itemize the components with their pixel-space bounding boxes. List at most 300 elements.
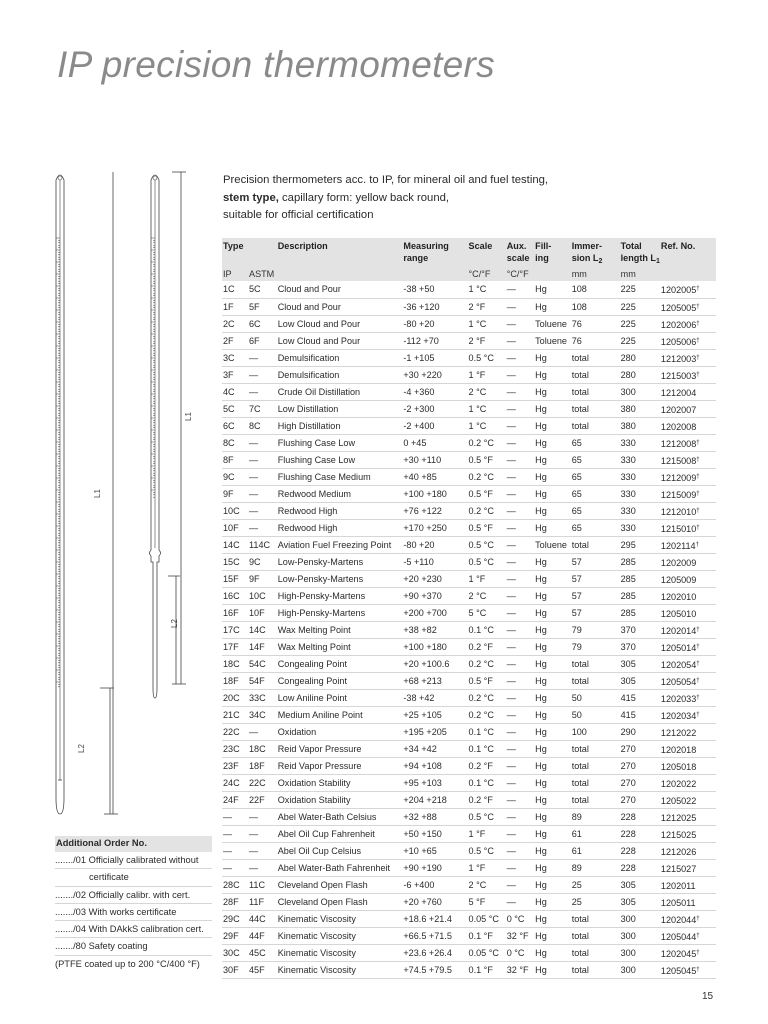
cell-measuring-range: +18.6 +21.4: [402, 910, 467, 927]
cell-ip: 17F: [222, 638, 248, 655]
cell-aux-scale: —: [506, 553, 534, 570]
cell-ref-no: 1202009: [660, 553, 716, 570]
cell-filling: Hg: [534, 893, 571, 910]
cell-total-length: 270: [620, 791, 660, 808]
footnote-mark: †: [696, 915, 700, 922]
cell-filling: Toluene: [534, 332, 571, 349]
cell-measuring-range: +76 +122: [402, 502, 467, 519]
cell-measuring-range: +23.6 +26.4: [402, 944, 467, 961]
cell-aux-scale: 0 °C: [506, 944, 534, 961]
cell-ref-no: 1202005†: [660, 281, 716, 298]
cell-total-length: 305: [620, 876, 660, 893]
table-row: [222, 757, 716, 774]
cell-ip: 10F: [222, 519, 248, 536]
order-items: [55, 852, 212, 973]
footnote-mark: †: [696, 286, 700, 292]
cell-scale: 1 °C: [468, 400, 506, 417]
table-row: [222, 808, 716, 825]
footnote-mark: †: [696, 439, 700, 446]
cell-ip: 18C: [222, 655, 248, 672]
table-row: [222, 553, 716, 570]
cell-astm: 18C: [248, 740, 277, 757]
cell-astm: —: [248, 808, 277, 825]
cell-ref-no: 1205044†: [660, 927, 716, 944]
cell-total-length: 380: [620, 400, 660, 417]
cell-scale: 0.1 °C: [468, 774, 506, 791]
cell-description: High-Pensky-Martens: [277, 587, 403, 604]
cell-ref-no: 1205054†: [660, 672, 716, 689]
table-subheader-row: [222, 268, 716, 281]
cell-scale: 0.1 °C: [468, 621, 506, 638]
cell-total-length: 225: [620, 315, 660, 332]
cell-scale: 2 °F: [468, 298, 506, 315]
cell-measuring-range: +32 +88: [402, 808, 467, 825]
cell-measuring-range: +50 +150: [402, 825, 467, 842]
cell-measuring-range: -80 +20: [402, 536, 467, 553]
cell-immersion: 65: [571, 502, 620, 519]
footnote-mark: †: [696, 490, 700, 497]
cell-immersion: total: [571, 791, 620, 808]
cell-filling: Hg: [534, 672, 571, 689]
table-row: [222, 893, 716, 910]
cell-immersion: total: [571, 774, 620, 791]
table-row: [222, 706, 716, 723]
cell-ip: 9F: [222, 485, 248, 502]
cell-description: Oxidation Stability: [277, 791, 403, 808]
cell-total-length: 305: [620, 672, 660, 689]
cell-ref-no: 1205018: [660, 757, 716, 774]
cell-immersion: total: [571, 757, 620, 774]
cell-aux-scale: —: [506, 842, 534, 859]
cell-ip: 29F: [222, 927, 248, 944]
cell-immersion: total: [571, 910, 620, 927]
cell-scale: 1 °F: [468, 366, 506, 383]
cell-astm: 54F: [248, 672, 277, 689]
cell-measuring-range: -1 +105: [402, 349, 467, 366]
cell-total-length: 280: [620, 366, 660, 383]
table-row: [222, 842, 716, 859]
cell-measuring-range: +100 +180: [402, 485, 467, 502]
cell-astm: —: [248, 434, 277, 451]
thermometer-drawing: [40, 168, 210, 830]
cell-aux-scale: —: [506, 808, 534, 825]
cell-aux-scale: —: [506, 672, 534, 689]
cell-scale: 0.5 °C: [468, 536, 506, 553]
cell-filling: Hg: [534, 689, 571, 706]
cell-filling: Hg: [534, 349, 571, 366]
cell-total-length: 330: [620, 519, 660, 536]
footnote-mark: †: [696, 626, 700, 633]
cell-immersion: total: [571, 944, 620, 961]
intro-stem-type: stem type,: [223, 191, 279, 204]
cell-description: Low Cloud and Pour: [277, 315, 403, 332]
label-l1-b: L1: [184, 412, 193, 421]
cell-aux-scale: —: [506, 774, 534, 791]
cell-astm: 5F: [248, 298, 277, 315]
cell-description: Cloud and Pour: [277, 281, 403, 298]
thermometer-b-scale: [151, 238, 155, 497]
order-heading: Additional Order No.: [55, 836, 212, 852]
cell-ref-no: 1202045†: [660, 944, 716, 961]
cell-immersion: 57: [571, 604, 620, 621]
cell-immersion: 89: [571, 808, 620, 825]
footnote-mark: †: [696, 660, 700, 667]
table-row: [222, 383, 716, 400]
footnote-mark: †: [696, 371, 700, 378]
cell-description: Redwood High: [277, 502, 403, 519]
cell-measuring-range: -6 +400: [402, 876, 467, 893]
cell-aux-scale: —: [506, 519, 534, 536]
cell-aux-scale: —: [506, 332, 534, 349]
cell-description: Abel Water-Bath Fahrenheit: [277, 859, 403, 876]
cell-immersion: 79: [571, 621, 620, 638]
cell-scale: 0.2 °C: [468, 689, 506, 706]
cell-scale: 1 °C: [468, 315, 506, 332]
cell-filling: Hg: [534, 757, 571, 774]
cell-aux-scale: —: [506, 570, 534, 587]
footnote-mark: †: [696, 320, 700, 327]
cell-measuring-range: +38 +82: [402, 621, 467, 638]
label-l1-a: L1: [93, 489, 102, 498]
cell-astm: 10F: [248, 604, 277, 621]
cell-astm: —: [248, 468, 277, 485]
cell-measuring-range: +34 +42: [402, 740, 467, 757]
cell-immersion: 108: [571, 298, 620, 315]
cell-description: Low Cloud and Pour: [277, 332, 403, 349]
cell-filling: Hg: [534, 417, 571, 434]
cell-measuring-range: +90 +370: [402, 587, 467, 604]
cell-total-length: 225: [620, 298, 660, 315]
cell-immersion: total: [571, 366, 620, 383]
cell-total-length: 285: [620, 570, 660, 587]
cell-ref-no: 1212025: [660, 808, 716, 825]
cell-description: Low-Pensky-Martens: [277, 570, 403, 587]
cell-ref-no: 1212010†: [660, 502, 716, 519]
cell-measuring-range: -38 +42: [402, 689, 467, 706]
col-ip: IP: [222, 268, 248, 281]
cell-immersion: total: [571, 383, 620, 400]
intro-line-2: [223, 190, 548, 208]
table-row: [222, 451, 716, 468]
table-row: [222, 366, 716, 383]
cell-ip: 1F: [222, 298, 248, 315]
cell-immersion: total: [571, 927, 620, 944]
footnote-mark: †: [696, 643, 700, 650]
col-aux-unit: °C/°F: [506, 268, 534, 281]
intro-line-3: suitable for official certification: [223, 209, 374, 221]
cell-aux-scale: —: [506, 451, 534, 468]
cell-total-length: 228: [620, 825, 660, 842]
cell-total-length: 305: [620, 655, 660, 672]
cell-astm: 7C: [248, 400, 277, 417]
cell-filling: Hg: [534, 451, 571, 468]
table-row: [222, 927, 716, 944]
cell-ip: —: [222, 825, 248, 842]
cell-aux-scale: —: [506, 417, 534, 434]
cell-ref-no: 1202006†: [660, 315, 716, 332]
table-row: [222, 621, 716, 638]
cell-immersion: 61: [571, 842, 620, 859]
cell-astm: 6F: [248, 332, 277, 349]
cell-aux-scale: 0 °C: [506, 910, 534, 927]
cell-ref-no: 1215003†: [660, 366, 716, 383]
cell-description: Kinematic Viscosity: [277, 910, 403, 927]
cell-immersion: 25: [571, 893, 620, 910]
cell-aux-scale: 32 °F: [506, 927, 534, 944]
cell-astm: —: [248, 485, 277, 502]
cell-total-length: 228: [620, 859, 660, 876]
col-measuring-range: Measuring range: [402, 238, 467, 268]
cell-description: Abel Water-Bath Celsius: [277, 808, 403, 825]
cell-aux-scale: —: [506, 604, 534, 621]
cell-scale: 2 °C: [468, 876, 506, 893]
cell-ip: 10C: [222, 502, 248, 519]
cell-total-length: 285: [620, 553, 660, 570]
cell-astm: —: [248, 366, 277, 383]
table-row: [222, 961, 716, 978]
cell-filling: Hg: [534, 723, 571, 740]
intro-line-2-rest: capillary form: yellow back round,: [278, 191, 450, 204]
cell-measuring-range: +10 +65: [402, 842, 467, 859]
col-filling: Fill- ing: [534, 238, 571, 268]
cell-immersion: 65: [571, 451, 620, 468]
table-row: [222, 298, 716, 315]
cell-ip: —: [222, 842, 248, 859]
cell-astm: 18F: [248, 757, 277, 774]
cell-ref-no: 1215008†: [660, 451, 716, 468]
cell-immersion: 76: [571, 332, 620, 349]
cell-filling: Hg: [534, 655, 571, 672]
cell-measuring-range: +100 +180: [402, 638, 467, 655]
cell-ref-no: 1212009†: [660, 468, 716, 485]
cell-aux-scale: —: [506, 281, 534, 298]
table-row: [222, 638, 716, 655]
cell-ip: 2F: [222, 332, 248, 349]
order-item: ......./02 Officially calibr. with cert.: [55, 887, 212, 904]
table-row: [222, 791, 716, 808]
cell-filling: Hg: [534, 740, 571, 757]
cell-astm: 9F: [248, 570, 277, 587]
cell-description: Congealing Point: [277, 672, 403, 689]
cell-ip: 3F: [222, 366, 248, 383]
cell-filling: Hg: [534, 502, 571, 519]
cell-ref-no: 1205011: [660, 893, 716, 910]
col-description: Description: [277, 238, 403, 268]
cell-astm: 33C: [248, 689, 277, 706]
cell-astm: 9C: [248, 553, 277, 570]
cell-measuring-range: +20 +230: [402, 570, 467, 587]
cell-filling: Hg: [534, 876, 571, 893]
cell-scale: 2 °C: [468, 383, 506, 400]
cell-scale: 2 °C: [468, 587, 506, 604]
cell-aux-scale: —: [506, 434, 534, 451]
cell-filling: Hg: [534, 298, 571, 315]
cell-scale: 1 °F: [468, 570, 506, 587]
cell-scale: 0.5 °F: [468, 672, 506, 689]
cell-filling: Toluene: [534, 536, 571, 553]
cell-astm: 6C: [248, 315, 277, 332]
cell-astm: 10C: [248, 587, 277, 604]
cell-description: Aviation Fuel Freezing Point: [277, 536, 403, 553]
cell-astm: 8C: [248, 417, 277, 434]
col-aux-scale: Aux. scale: [506, 238, 534, 268]
cell-measuring-range: -112 +70: [402, 332, 467, 349]
label-l2-b: L2: [170, 619, 179, 628]
cell-total-length: 280: [620, 349, 660, 366]
cell-scale: 0.5 °C: [468, 808, 506, 825]
footnote-mark: †: [696, 507, 700, 514]
cell-aux-scale: —: [506, 485, 534, 502]
cell-astm: —: [248, 723, 277, 740]
cell-ip: 17C: [222, 621, 248, 638]
cell-measuring-range: -2 +400: [402, 417, 467, 434]
col-total-length: Total length $L_1$: [620, 238, 660, 268]
cell-measuring-range: +40 +85: [402, 468, 467, 485]
table-row: [222, 740, 716, 757]
cell-ref-no: 1205014†: [660, 638, 716, 655]
cell-total-length: 228: [620, 808, 660, 825]
cell-ip: 16F: [222, 604, 248, 621]
cell-astm: 54C: [248, 655, 277, 672]
cell-description: Demulsification: [277, 366, 403, 383]
cell-scale: 0.05 °C: [468, 944, 506, 961]
cell-description: Abel Oil Cup Fahrenheit: [277, 825, 403, 842]
cell-scale: 5 °C: [468, 604, 506, 621]
cell-astm: —: [248, 842, 277, 859]
cell-measuring-range: +200 +700: [402, 604, 467, 621]
cell-filling: Hg: [534, 706, 571, 723]
cell-total-length: 300: [620, 961, 660, 978]
cell-aux-scale: —: [506, 349, 534, 366]
cell-ref-no: 1202014†: [660, 621, 716, 638]
cell-astm: —: [248, 451, 277, 468]
cell-ip: 28F: [222, 893, 248, 910]
cell-filling: Hg: [534, 366, 571, 383]
cell-aux-scale: —: [506, 502, 534, 519]
cell-astm: 5C: [248, 281, 277, 298]
cell-total-length: 300: [620, 944, 660, 961]
table-row: [222, 315, 716, 332]
cell-total-length: 225: [620, 281, 660, 298]
cell-aux-scale: —: [506, 757, 534, 774]
order-item: ......./04 With DAkkS calibration cert.: [55, 921, 212, 938]
cell-immersion: total: [571, 961, 620, 978]
cell-measuring-range: 0 +45: [402, 434, 467, 451]
cell-ref-no: 1205009: [660, 570, 716, 587]
cell-ip: 18F: [222, 672, 248, 689]
cell-total-length: 225: [620, 332, 660, 349]
cell-filling: Hg: [534, 910, 571, 927]
cell-description: Demulsification: [277, 349, 403, 366]
cell-measuring-range: +74.5 +79.5: [402, 961, 467, 978]
cell-ip: 8C: [222, 434, 248, 451]
cell-total-length: 370: [620, 621, 660, 638]
cell-filling: Hg: [534, 944, 571, 961]
table-row: [222, 876, 716, 893]
cell-astm: —: [248, 383, 277, 400]
cell-filling: Hg: [534, 808, 571, 825]
cell-total-length: 290: [620, 723, 660, 740]
cell-description: High-Pensky-Martens: [277, 604, 403, 621]
cell-filling: Hg: [534, 961, 571, 978]
cell-filling: Hg: [534, 859, 571, 876]
table-row: [222, 859, 716, 876]
cell-ref-no: 1215025: [660, 825, 716, 842]
cell-immersion: 108: [571, 281, 620, 298]
table-row: [222, 332, 716, 349]
cell-total-length: 285: [620, 604, 660, 621]
footnote-mark: †: [695, 541, 699, 548]
cell-ip: 14C: [222, 536, 248, 553]
cell-filling: Hg: [534, 842, 571, 859]
cell-description: Oxidation: [277, 723, 403, 740]
cell-ip: 8F: [222, 451, 248, 468]
col-ref-no: Ref. No.: [660, 238, 716, 268]
table-row: [222, 485, 716, 502]
table-row: [222, 349, 716, 366]
cell-total-length: 330: [620, 468, 660, 485]
cell-measuring-range: +90 +190: [402, 859, 467, 876]
cell-scale: 1 °C: [468, 417, 506, 434]
cell-immersion: total: [571, 672, 620, 689]
footnote-mark: †: [696, 966, 700, 973]
cell-aux-scale: —: [506, 383, 534, 400]
cell-ip: 3C: [222, 349, 248, 366]
cell-astm: —: [248, 859, 277, 876]
cell-immersion: 89: [571, 859, 620, 876]
table-row: [222, 502, 716, 519]
cell-aux-scale: —: [506, 859, 534, 876]
cell-aux-scale: —: [506, 315, 534, 332]
cell-measuring-range: +20 +100.6: [402, 655, 467, 672]
cell-description: Wax Melting Point: [277, 621, 403, 638]
cell-astm: —: [248, 349, 277, 366]
cell-scale: 0.2 °F: [468, 638, 506, 655]
cell-aux-scale: —: [506, 876, 534, 893]
cell-description: Redwood Medium: [277, 485, 403, 502]
cell-total-length: 415: [620, 689, 660, 706]
cell-measuring-range: -2 +300: [402, 400, 467, 417]
cell-scale: 2 °F: [468, 332, 506, 349]
cell-ref-no: 1205022: [660, 791, 716, 808]
table-row: [222, 604, 716, 621]
cell-scale: 0.5 °F: [468, 451, 506, 468]
cell-immersion: 65: [571, 434, 620, 451]
cell-measuring-range: -38 +50: [402, 281, 467, 298]
footnote-mark: †: [696, 303, 700, 310]
cell-measuring-range: +95 +103: [402, 774, 467, 791]
footnote-mark: †: [696, 354, 700, 361]
cell-scale: 1 °F: [468, 825, 506, 842]
table-row: [222, 655, 716, 672]
order-item: (PTFE coated up to 200 °C/400 °F): [55, 958, 200, 969]
cell-total-length: 370: [620, 638, 660, 655]
cell-filling: Toluene: [534, 315, 571, 332]
cell-scale: 0.5 °C: [468, 842, 506, 859]
col-astm: ASTM: [248, 268, 277, 281]
cell-ref-no: 1202044†: [660, 910, 716, 927]
footnote-mark: †: [696, 524, 700, 531]
cell-filling: Hg: [534, 468, 571, 485]
cell-ip: 6C: [222, 417, 248, 434]
cell-total-length: 295: [620, 536, 660, 553]
cell-immersion: 57: [571, 553, 620, 570]
col-scale: Scale: [468, 238, 506, 268]
cell-scale: 0.5 °C: [468, 553, 506, 570]
cell-total-length: 300: [620, 910, 660, 927]
cell-ref-no: 1212003†: [660, 349, 716, 366]
cell-ip: 1C: [222, 281, 248, 298]
